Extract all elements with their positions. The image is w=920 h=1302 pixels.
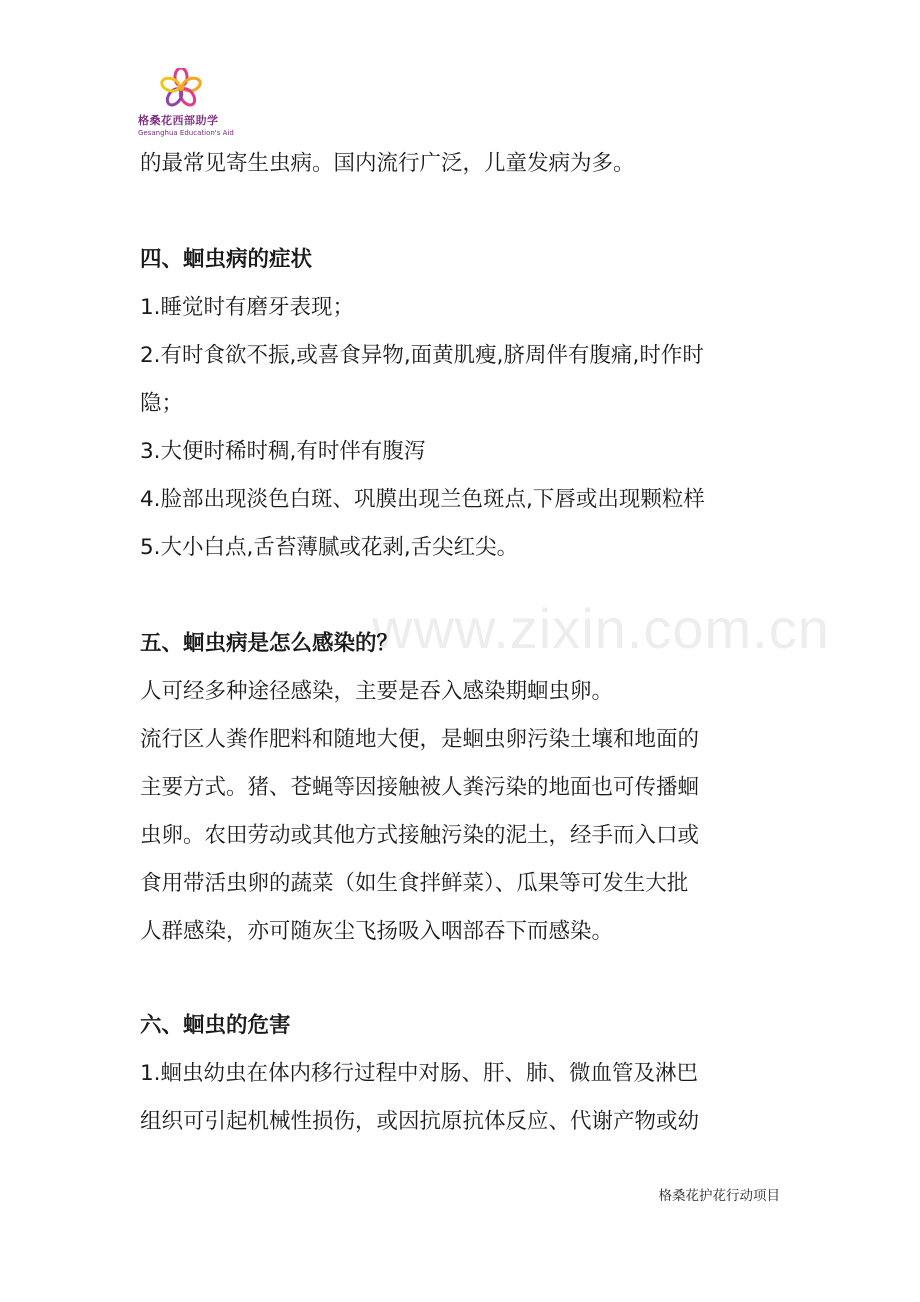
flower-logo-icon bbox=[160, 68, 202, 108]
section-5-heading: 五、蛔虫病是怎么感染的？ bbox=[140, 631, 399, 656]
paragraph-line: 人群感染，亦可随灰尘飞扬吸入咽部吞下而感染。 bbox=[140, 919, 614, 944]
intro-text: 的最常见寄生虫病。国内流行广泛，儿童发病为多。 bbox=[140, 151, 635, 176]
paragraph-line: 4.脸部出现淡色白斑、巩膜出现兰色斑点,下唇或出现颗粒样 bbox=[140, 487, 705, 512]
paragraph-line: 1.睡觉时有磨牙表现； bbox=[140, 295, 355, 320]
watermark: www.zixin.com.cn bbox=[372, 597, 830, 660]
paragraph-line: 人可经多种途径感染，主要是吞入感染期蛔虫卵。 bbox=[140, 679, 614, 704]
paragraph-line: 主要方式。猪、苍蝇等因接触被人粪污染的地面也可传播蛔 bbox=[140, 775, 700, 800]
paragraph-line: 组织可引起机械性损伤，或因抗原抗体反应、代谢产物或幼 bbox=[140, 1109, 700, 1134]
paragraph-line: 食用带活虫卵的蔬菜（如生食拌鲜菜）、瓜果等可发生大批 bbox=[140, 871, 689, 896]
section-6-heading: 六、蛔虫的危害 bbox=[140, 1013, 291, 1038]
paragraph-line: 隐； bbox=[140, 391, 184, 416]
paragraph-line: 5.大小白点,舌苔薄腻或花剥,舌尖红尖。 bbox=[140, 535, 519, 560]
paragraph-line: 3.大便时稀时稠,有时伴有腹泻 bbox=[140, 439, 426, 464]
logo-chinese-text: 格桑花西部助学 bbox=[138, 114, 219, 127]
logo bbox=[138, 68, 234, 137]
logo-english-text: Gesanghua Education's Aid bbox=[138, 129, 234, 137]
section-4-heading: 四、蛔虫病的症状 bbox=[140, 247, 313, 272]
paragraph-line: 1.蛔虫幼虫在体内移行过程中对肠、肝、肺、微血管及淋巴 bbox=[140, 1061, 699, 1086]
paragraph-line: 虫卵。农田劳动或其他方式接触污染的泥土，经手而入口或 bbox=[140, 823, 700, 848]
paragraph-line: 流行区人粪作肥料和随地大便，是蛔虫卵污染土壤和地面的 bbox=[140, 727, 700, 752]
paragraph-line: 2.有时食欲不振,或喜食异物,面黄肌瘦,脐周伴有腹痛,时作时 bbox=[140, 343, 704, 368]
document-body bbox=[140, 140, 782, 1146]
page-footer: 格桑花护花行动项目 bbox=[658, 1188, 780, 1204]
